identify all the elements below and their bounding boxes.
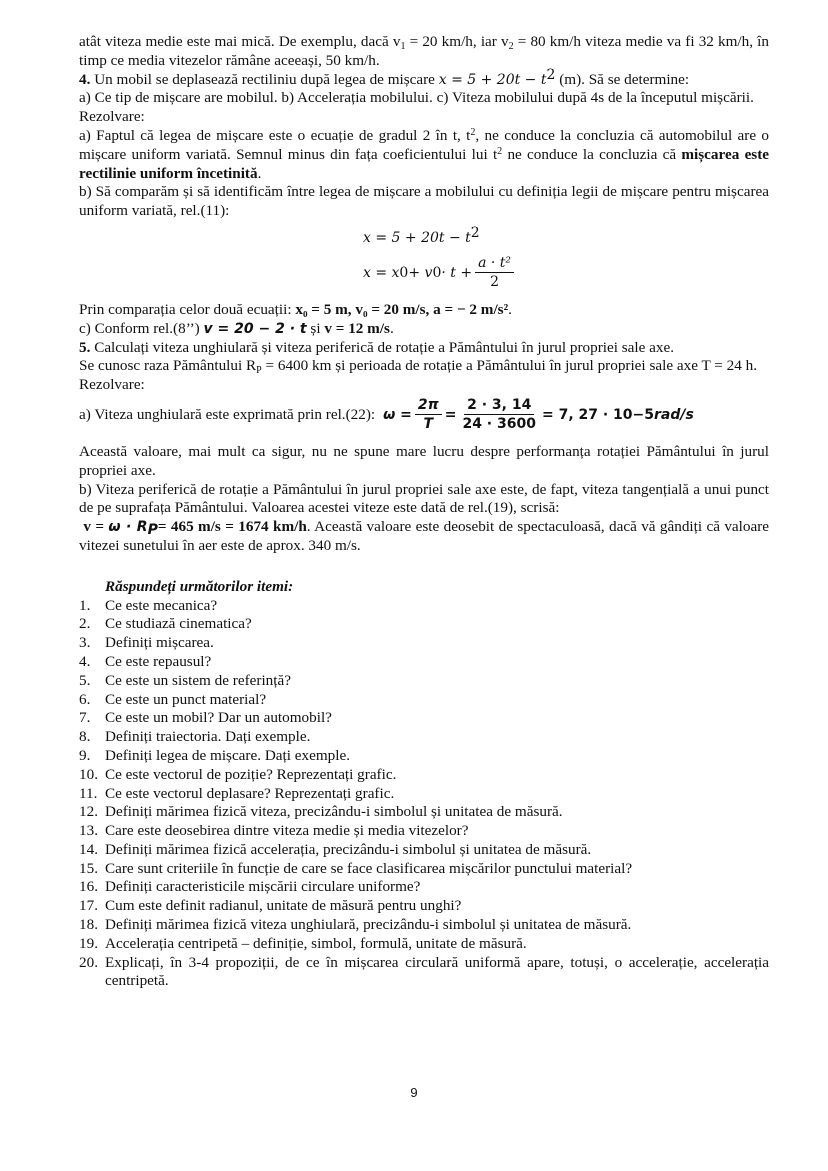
fraction: $\frac{\text{a · t²}}{2}$ xyxy=(475,254,514,291)
questions-list xyxy=(79,597,769,992)
list-item: 18. Definiți mărimea fizică viteza unghiulară, precizându-i simbolul și unitatea de măsură. xyxy=(79,916,632,934)
intro-paragraph: atât viteza medie este mai mică. De exemplu, dacă $v_1 = 20$ km/h, iar $v_2 = 80$ km/h viteza medie va fi 32 km/h, în timp ce media vitezelor rămâne aceeași, 50 km/h. xyxy=(79,33,769,69)
list-item: 13. Care este deosebirea dintre viteza medie și media vitezelor? xyxy=(79,822,469,840)
list-item: 14. Definiți mărimea fizică accelerația, precizându-i simbolul și unitatea de măsură. xyxy=(79,840,592,858)
list-item: 4. Ce este repausul? xyxy=(79,652,212,670)
equation-2: x = x 0 + v 0 · t + $\frac{\text{a · t²}}{2}$ xyxy=(79,251,769,295)
peripheral-velocity: $v = \omega \cdot R_P= 465$ m/s = 1674 km/h. Această valoare este deosebit de spectaculoasă, dacă vă gândiți că valoare vitezei sunetului în aer este de aprox. 340 m/s. xyxy=(79,518,770,554)
problem-4-part-c: c) Conform rel.(8’’) v = 20 − 2 · t și v = 12 m/s. xyxy=(79,319,394,337)
list-item: 17. Cum este definit radianul, unitate de măsură pentru unghi? xyxy=(79,897,462,915)
law-of-motion: x = 5 + 20t − t xyxy=(438,71,547,88)
list-item: 7. Ce este un mobil? Dar un automobil? xyxy=(79,709,332,727)
list-item: 15. Care sunt criteriile în funcție de care se face clasificarea mișcărilor punctului material? xyxy=(79,859,633,877)
solution-label: Rezolvare: xyxy=(79,376,145,394)
questions-heading: Răspundeți următorilor itemi: xyxy=(105,577,294,595)
problem-4-part-a: a) Faptul că legea de mișcare este o ecuație de gradul 2 în t, $t^2$, ne conduce la concluzia că automobilul are o mișcare uniform variată. Semnul minus din fața coeficientului lui $t^2$ ne conduce la concluzia că mișcarea este rectilinie uniform încetinită. xyxy=(79,126,770,182)
list-item: 10. Ce este vectorul de poziție? Reprezentați grafic. xyxy=(79,765,397,783)
list-item: 9. Definiți legea de mișcare. Dați exemple. xyxy=(79,746,351,764)
problem-5-part-b: b) Viteza periferică de rotație a Pământului în jurul propriei sale axe este, de fapt, viteza tangențială a unui punct de pe suprafața Pământului. Valoarea acestei viteze este dată de rel.(19), scrisă: xyxy=(79,480,769,517)
problem-5-given: Se cunosc raza Pământului $R_P = 6400$ km și perioada de rotație a Pământului în jurul propriei sale axe T = 24 h. xyxy=(79,357,757,377)
list-item: 1. Ce este mecanica? xyxy=(79,596,218,614)
problem-4-questions: a) Ce tip de mișcare are mobilul. b) Accelerația mobilului. c) Viteza mobilului după 4s de la începutul mișcării. xyxy=(79,89,754,107)
equation-1: $x = 5 + 20t - t^2$ xyxy=(363,224,480,246)
problem-4-statement: 4. Un mobil se deplasează rectiliniu după legea de mișcare $x = 5 + 20t - t^2$ (m). Să se determine: xyxy=(79,66,690,88)
list-item: 16. Definiți caracteristicile mișcării circulare uniforme? xyxy=(79,878,421,896)
list-item: 20. Explicați, în 3-4 propoziții, de ce în mișcarea circulară uniformă apare, totuși, o accelerație, accelerația centripetă. xyxy=(79,953,769,990)
fraction: $\frac{2 \cdot 3, 14}{24 \cdot 3600}$ xyxy=(462,397,536,433)
list-item: 11. Ce este vectorul deplasare? Reprezentați grafic. xyxy=(79,784,395,802)
list-item: 3. Definiți mișcarea. xyxy=(79,634,214,652)
angular-velocity-equation: a) Viteza unghiulară este exprimată prin rel.(22): ω = $\frac{2\pi}{T}$ = $\frac{2 \cdot 3, 14}{24 \cdot 3600}$ = 7, 27 · 10 −5 rad/s xyxy=(79,397,694,433)
comparison-result: Prin comparația celor două ecuații: x₀ = 5 m, v₀ = 20 m/s, a = − 2 m/s². xyxy=(79,300,512,318)
list-item: 6. Ce este un punct material? xyxy=(79,690,267,708)
document-page xyxy=(79,33,769,991)
list-item: 2. Ce studiază cinematica? xyxy=(79,615,252,633)
list-item: 19. Accelerația centripetă – definiție, simbol, formulă, unitate de măsură. xyxy=(79,934,527,952)
solution-label: Rezolvare: xyxy=(79,108,145,126)
problem-5-comment: Această valoare, mai mult ca sigur, nu ne spune mare lucru despre performanța rotației Pământului în jurul propriei axe. xyxy=(79,442,769,479)
page-number: 9 xyxy=(410,1085,418,1100)
fraction: $\frac{2\pi}{T}$ xyxy=(415,396,442,433)
list-item: 5. Ce este un sistem de referință? xyxy=(79,671,291,689)
problem-5-statement: 5. Calculați viteza unghiulară și viteza periferică de rotație a Pământului în jurul propriei sale axe. xyxy=(79,338,675,356)
problem-4-part-b: b) Să comparăm și să identificăm între legea de mișcare a mobilului cu definiția legii de mișcare pentru mișcarea uniform variată, rel.(11): xyxy=(79,183,769,220)
list-item: 12. Definiți mărimea fizică viteza, precizându-i simbolul și unitatea de măsură. xyxy=(79,803,563,821)
list-item: 8. Definiți traiectoria. Dați exemple. xyxy=(79,728,311,746)
